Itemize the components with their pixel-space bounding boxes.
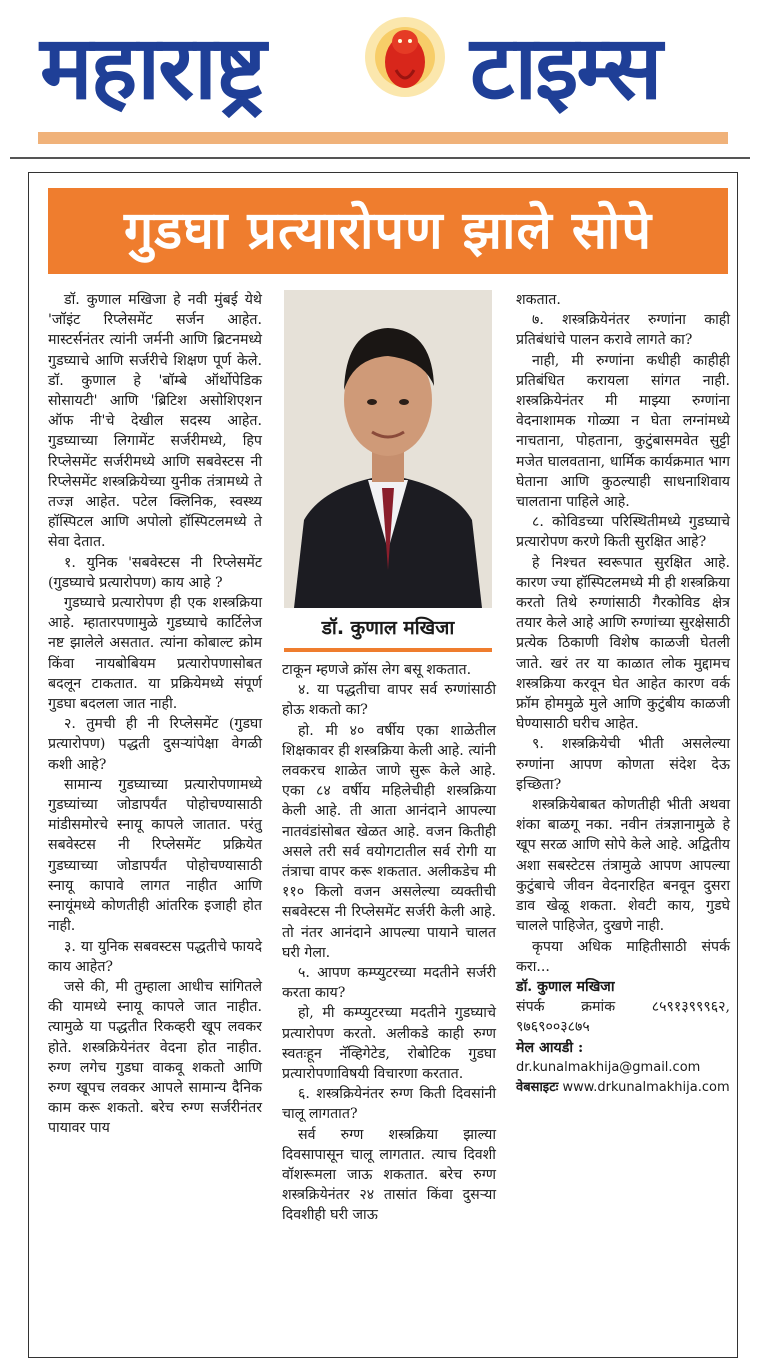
- doctor-photo: [284, 290, 492, 608]
- masthead-divider: [10, 157, 750, 159]
- paragraph: हे निश्चत स्वरूपात सुरक्षित आहे. कारण ज्या हॉस्पिटलमध्ये मी ही शस्त्रक्रिया करतो तिथे रुग्णांसाठी गैरकोविड क्षेत्र तयार केले आहे आणि रुग्णांच्या सुरक्षेसाठी प्रत्येक ठिकाणी विशेष काळजी घेतली जाते. खरं तर या काळात लोक मुद्दामच शस्त्रक्रिया करवून घेत आहेत कारण वर्क फ्रॉम होममुळे मुले आणि कुटुंबीय काळजी घेण्यासाठी घरीच आहेत.: [516, 554, 730, 733]
- article-column-1: [48, 290, 262, 1139]
- paragraph: नाही, मी रुग्णांना कधीही काहीही प्रतिबंधित करायला सांगत नाही. शस्त्रक्रियेनंतर मी माझ्या रुग्णांना वेदनाशामक गोळ्या न घेता लग्नांमध्ये नाचताना, पोहताना, कुटुंबासमवेत सुट्टी मजेत घालवताना, धार्मिक कार्यक्रमात भाग घेताना आणि कुठल्याही साधनाशिवाय चालताना पाहिले आहे.: [516, 352, 730, 511]
- paragraph: गुडघ्याचे प्रत्यारोपण ही एक शस्त्रक्रिया आहे. म्हातारपणामुळे गुडघ्याचे कार्टिलेज नष्ट झालेले असतात. त्यांना कोबाल्ट क्रोम किंवा नायबोबियम प्रत्यारोपणासोबत बदलून टाकतात. या प्रक्रियेमध्ये संपूर्ण गुडघा बदलला जात नाही.: [48, 595, 262, 713]
- question: ९. शस्त्रक्रियेची भीती असलेल्या रुग्णांना आपण कोणता संदेश देऊ इच्छिता?: [516, 736, 730, 793]
- question: १. युनिक 'सबवेस्टस नी रिप्लेसमेंट (गुडघ्याचे प्रत्यारोपण) काय आहे ?: [48, 554, 262, 591]
- masthead-title-right: टाइम्स: [470, 16, 661, 119]
- masthead-stripe: [38, 132, 728, 144]
- question: ७. शस्त्रक्रियेनंतर रुग्णांना काही प्रतिबंधांचे पालन करावे लागते का?: [516, 312, 730, 349]
- paragraph: शकतात.: [516, 292, 561, 308]
- contact-phone-label: संपर्क क्रमांक: [516, 999, 616, 1016]
- contact-phone-value: ८५९१३९९९६२, ९७६९००३८७५: [516, 999, 730, 1036]
- article-column-3: [516, 290, 730, 1098]
- paragraph: हो. मी ४० वर्षीय एका शाळेतील शिक्षकावर ही शस्त्रक्रिया केली आहे. त्यांनी लवकरच शाळेत जाणे सुरू केले आहे. एका ८४ वर्षीय महिलेचीही शस्त्रक्रिया केली आहे. ती आता आनंदाने आपल्या नातवंडांसोबत खेळत आहे. वजन कितीही असले तरी सर्व वयोगटातील सर्व रोगी या तंत्राचा वापर करू शकतात. अलीकडेच मी ११० किलो वजन असलेल्या व्यक्तीची सबवेस्टस नी रिप्लेसमेंट सर्जरी केली आहे. तो नंतर आनंदाने आपल्या पायाने चालत घरी गेला.: [282, 722, 496, 961]
- question: ३. या युनिक सबवस्टस पद्धतीचे फायदे काय आहेत?: [48, 938, 262, 975]
- contact-phone: [516, 997, 730, 1037]
- contact-email-label: मेल आयडी :: [516, 1039, 584, 1056]
- contact-website: [516, 1078, 730, 1098]
- paragraph: जसे की, मी तुम्हाला आधीच सांगितले की यामध्ये स्नायू कापले जात नाहीत. त्यामुळे या पद्धतीत रिकव्हरी खूप लवकर होते. शस्त्रक्रियेनंतर वेदना होत नाहीत. रुग्ण लगेच गुडघा वाकवू शकतो आणि रुग्ण खूपच लवकर आपले सामान्य दैनिक काम करू शकतो. बरेच रुग्ण सर्जरीनंतर पायावर पाय: [48, 978, 262, 1137]
- article-column-2: [282, 660, 496, 1226]
- contact-name: डॉ. कुणाल मखिजा: [516, 978, 615, 995]
- paragraph: सर्व रुग्ण शस्त्रक्रिया झाल्या दिवसापासून चालू लागतात. त्याच दिवशी वॉशरूमला जाऊ शकतात. बरेच रुग्ण शस्त्रक्रियेनंतर २४ तासांत किंवा दुसऱ्या दिवशीही घरी जाऊ: [282, 1126, 496, 1224]
- caption-underline: [284, 648, 492, 652]
- contact-website-link[interactable]: www.drkunalmakhija.com: [562, 1079, 730, 1095]
- question: ४. या पद्धतीचा वापर सर्व रुग्णांसाठी होऊ शकतो का?: [282, 682, 496, 719]
- ganesha-emblem-icon: [360, 12, 450, 102]
- article-headline: [48, 188, 728, 274]
- question: ५. आपण कम्प्युटरच्या मदतीने सर्जरी करता काय?: [282, 965, 496, 1002]
- question: ६. शस्त्रक्रियेनंतर रुग्ण किती दिवसांनी चालू लागतात?: [282, 1086, 496, 1123]
- paragraph: शस्त्रक्रियेबाबत कोणतीही भीती अथवा शंका बाळगू नका. नवीन तंत्रज्ञानामुळे हे खूप सरळ आणि सोपे केले आहे. अद्वितीय अशा सबस्टेटस तंत्रामुळे आपण आपल्या कुटुंबाचे जीवन वेदनारहित बनवून दुसरा डाव खेळू शकता. शेवटी काय, गुडघे चालले पाहिजेत, दुखणे नाही.: [516, 797, 730, 935]
- contact-website-label: वेबसाइटः: [516, 1079, 559, 1095]
- paragraph: सामान्य गुडघ्याच्या प्रत्यारोपणामध्ये गुडघ्यांच्या जोडापर्यंत पोहोचण्यासाठी मांडीसमोरचे स्नायू कापले जातात. परंतु सबवेस्टस नी रिप्लेसमेंट प्रक्रियेत गुडघ्याच्या जोडापर्यंत पोहोचण्यासाठी स्नायू कापावे लागत नाहीत आणि स्नायूंमध्ये कोणतीही आंतरिक इजाही होत नाही.: [48, 776, 262, 935]
- headline-text: गुडघा प्रत्यारोपण झाले सोपे: [124, 201, 652, 261]
- question: २. तुमची ही नी रिप्लेसमेंट (गुडघा प्रत्यारोपण) पद्धती दुसऱ्यांपेक्षा वेगळी कशी आहे?: [48, 716, 262, 773]
- question: ८. कोविडच्या परिस्थितीमध्ये गुडघ्याचे प्रत्यारोपण करणे किती सुरक्षित आहे?: [516, 514, 730, 551]
- paragraph: कृपया अधिक माहितीसाठी संपर्क करा...: [516, 938, 730, 975]
- paragraph: डॉ. कुणाल मखिजा हे नवी मुंबई येथे 'जॉइंट रिप्लेसमेंट सर्जन आहेत. मास्टर्सनंतर त्यांनी जर्मनी आणि ब्रिटनमध्ये गुडघ्याचे आणि सर्जरीचे शिक्षण पूर्ण केले. डॉ. कुणाल हे 'बॉम्बे ऑर्थोपेडिक सोसायटी' आणि 'ब्रिटिश असोशिएशन ऑफ नी'चे देखील सदस्य आहेत. गुडघ्याच्या लिगामेंट सर्जरीमध्ये, हिप रिप्लेसमेंट सर्जरीमध्ये आणि सबवेस्टस नी रिप्लेसमेंट शस्त्रक्रियेच्या युनीक तंत्रामध्ये ते तज्ज्ञ आहेत. पटेल क्लिनिक, स्वस्थ्य हॉस्पिटल आणि अपोलो हॉस्पिटलमध्ये ते सेवा देतात.: [48, 292, 262, 551]
- contact-email-link[interactable]: dr.kunalmakhija@gmail.com: [516, 1059, 701, 1075]
- masthead: [0, 0, 760, 160]
- masthead-title-left: महाराष्ट्र: [40, 16, 265, 119]
- paragraph: टाकून म्हणजे क्रॉस लेग बसू शकतात.: [282, 662, 472, 678]
- paragraph: हो, मी कम्प्युटरच्या मदतीने गुडघ्याचे प्रत्यारोपण करतो. अलीकडे काही रुग्ण स्वतःहून नॅव्हिगेटेड, रोबोटिक गुडघा प्रत्यारोपणाविषयी विचारणा करतात.: [282, 1005, 496, 1083]
- photo-caption: डॉ. कुणाल मखिजा: [284, 608, 492, 648]
